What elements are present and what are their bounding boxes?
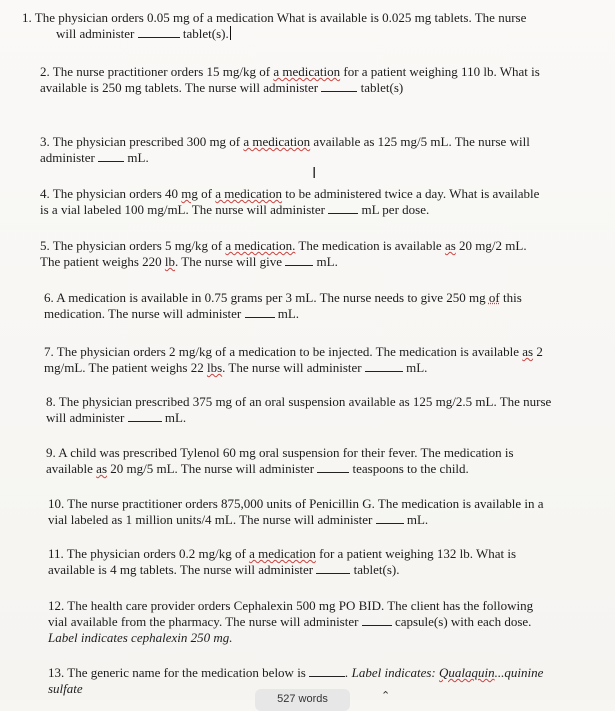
spellcheck-underline: a medication	[243, 134, 311, 149]
text-cursor	[230, 26, 231, 40]
question-10: 10. The nurse practitioner orders 875,000 units of Penicillin G. The medication is available in a vial labeled as 1 million units/4 mL. The nurse will administer mL.	[48, 496, 544, 527]
answer-blank[interactable]	[317, 461, 349, 473]
chevron-up-icon[interactable]: ⌃	[381, 689, 391, 702]
answer-blank[interactable]	[245, 306, 275, 318]
question-4: 4. The physician orders 40 mg of a medication to be administered twice a day. What is available is a vial labeled 100 mg/mL. The nurse will administer mL per dose.	[40, 186, 540, 217]
answer-blank[interactable]	[362, 614, 392, 626]
answer-blank[interactable]	[328, 202, 358, 214]
question-8: 8. The physician prescribed 375 mg of an oral suspension available as 125 mg/2.5 mL. The nurse will administer mL.	[46, 394, 552, 425]
answer-blank[interactable]	[376, 512, 404, 524]
answer-blank[interactable]	[128, 410, 162, 422]
q1-unit: tablet(s).	[182, 26, 229, 41]
q1-text: will administer	[56, 26, 135, 41]
answer-blank[interactable]	[321, 80, 357, 92]
question-7: 7. The physician orders 2 mg/kg of a medication to be injected. The medication is available as 2 mg/mL. The patient weighs 22 lbs. The nurse will administer mL.	[44, 344, 543, 375]
question-3: 3. The physician prescribed 300 mg of a medication available as 125 mg/5 mL. The nurse will administer mL.	[40, 134, 530, 165]
answer-blank[interactable]	[365, 360, 403, 372]
question-2: 2. The nurse practitioner orders 15 mg/kg of a medication for a patient weighing 110 lb. What is available is 250 mg tablets. The nurse will administer tablet(s)	[40, 64, 540, 95]
spellcheck-underline: a medication	[273, 64, 341, 79]
i-beam-cursor-icon: I	[312, 164, 317, 182]
answer-blank[interactable]	[309, 665, 345, 677]
word-count-badge[interactable]: 527 words	[255, 689, 350, 711]
answer-blank[interactable]	[316, 562, 350, 574]
question-6: 6. A medication is available in 0.75 grams per 3 mL. The nurse needs to give 250 mg of this medication. The nurse will administer mL.	[44, 290, 522, 321]
question-5: 5. The physician orders 5 mg/kg of a medication. The medication is available as 20 mg/2 mL. The patient weighs 220 lb. The nurse will give mL.	[40, 238, 527, 269]
q1-line1: 1. The physician orders 0.05 mg of a medication What is available is 0.025 mg tablets. The nurse	[22, 10, 527, 25]
question-13: 13. The generic name for the medication below is . Label indicates: Qualaquin...quinine sulfate	[48, 665, 544, 696]
question-12: 12. The health care provider orders Cephalexin 500 mg PO BID. The client has the following vial available from the pharmacy. The nurse will administer capsule(s) with each dose. Label indicates cephalexin 250 mg.	[48, 598, 534, 645]
label-note: Label indicates cephalexin 250 mg.	[48, 630, 233, 645]
question-1	[22, 10, 526, 42]
question-11: 11. The physician orders 0.2 mg/kg of a medication for a patient weighing 132 lb. What is available is 4 mg tablets. The nurse will administer tablet(s).	[48, 546, 517, 577]
answer-blank[interactable]	[138, 26, 180, 38]
answer-blank[interactable]	[98, 150, 124, 162]
question-9: 9. A child was prescribed Tylenol 60 mg oral suspension for their fever. The medication is available as 20 mg/5 mL. The nurse will administer teaspoons to the child.	[46, 445, 514, 476]
answer-blank[interactable]	[285, 254, 313, 266]
